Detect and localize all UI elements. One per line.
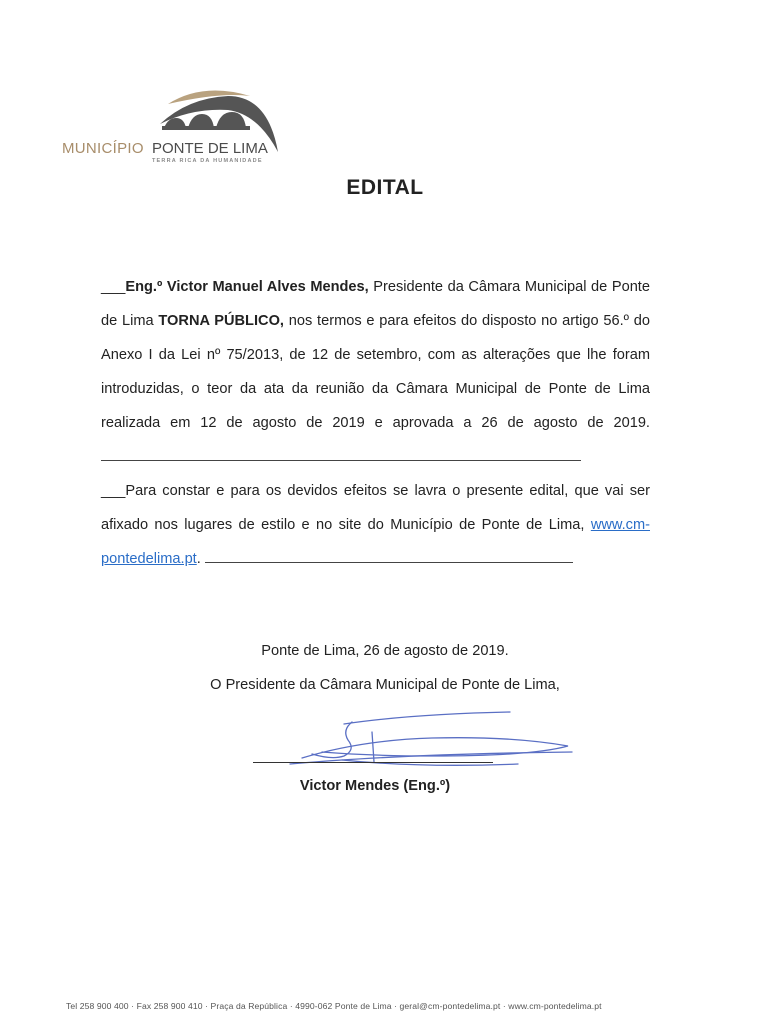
logo-tagline: TERRA RICA DA HUMANIDADE [152,158,263,164]
document-body [101,270,650,576]
p2-text: Para constar e para os devidos efeitos se lavra o presente edital, que vai ser afixado nos lugares de estilo e no site do Município de Ponte de Lima, [101,483,650,533]
p1-torna-publico: TORNA PÚBLICO, [158,313,284,329]
p1-name: Eng.º Victor Manuel Alves Mendes, [125,279,369,295]
signer-name: Victor Mendes (Eng.º) [299,778,451,794]
signature-line [253,762,493,763]
p2-dash: ___ [101,483,126,499]
place-date: Ponte de Lima, 26 de agosto de 2019. [261,643,509,659]
p1-text-b: nos termos e para efeitos do disposto no artigo 56.º do Anexo I da Lei nº 75/2013, de 12 de setembro, com as alterações que lhe foram introduzidas, o teor da ata da reunião da Câmara Municipal de Ponte de Lima realizada em 12 de agosto de 2019 e aprovada a 26 de agosto de 2019. [101,313,651,431]
logo-name-text: PONTE DE LIMA [152,140,268,157]
footer-contact: Tel 258 900 400 · Fax 258 900 410 · Praça da República · 4990-062 Ponte de Lima · geral@cm-pontedelima.pt · www.cm-pontedelima.pt [66,1001,602,1011]
municipality-logo [60,84,290,170]
paragraph-1 [101,270,650,474]
handwritten-signature-icon [282,700,582,776]
logo-municipio-text: MUNICÍPIO [62,140,144,157]
president-title: O Presidente da Câmara Municipal de Ponte de Lima, [210,677,560,693]
paragraph-2 [101,474,650,576]
fill-line-2 [205,561,573,563]
p1-text-a: Presidente da Câmara Municipal de Ponte de Lima [101,279,650,329]
document-title: EDITAL [346,176,424,199]
website-link[interactable]: www.cm-pontedelima.pt [101,517,650,567]
fill-line-1 [101,459,581,461]
p1-dash: ___ [101,279,126,295]
p2-end: . [196,551,201,567]
